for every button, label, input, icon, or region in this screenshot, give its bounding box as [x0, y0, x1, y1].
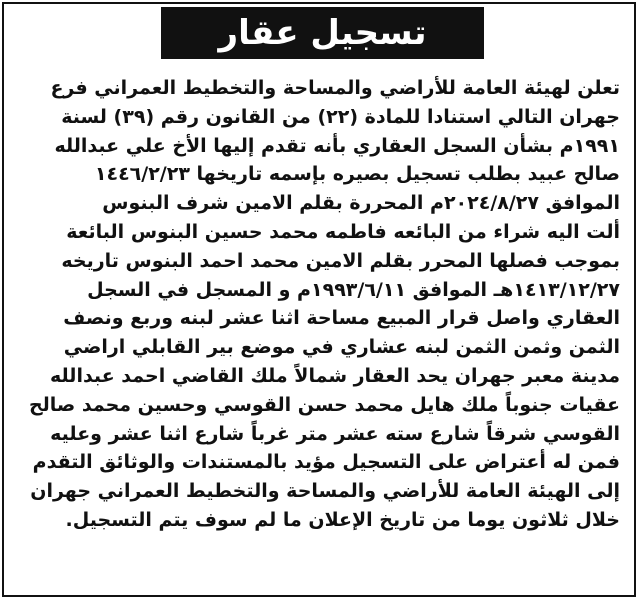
body-line: ١٤١٣/١٢/٢٧هـ الموافق ١٩٩٣/٦/١١م و المسجل في السجل [87, 278, 620, 301]
body-line: عقيات جنوباً ملك هايل محمد حسن القوسي وحسين محمد صالح [28, 393, 620, 416]
body-line: الموافق ٢٠٢٤/٨/٢٧م المحررة بقلم الامين شرف البنوس [102, 192, 620, 215]
title-banner [161, 7, 484, 59]
body-line: العقاري واصل قرار المبيع مساحة اثنا عشر لبنه وربع ونصف [63, 307, 620, 330]
body-line: الثمن وثمن الثمن لبنه عشاري في موضع بير القابلي اراضي [63, 336, 620, 359]
body-line: خلال ثلاثون يوما من تاريخ الإعلان ما لم سوف يتم التسجيل. [65, 508, 620, 531]
notice-body [18, 74, 620, 535]
body-line: إلى الهيئة العامة للأراضي والمساحة والتخطيط العمراني جهران [30, 480, 620, 503]
body-line: القوسي شرقاً شارع سته عشر متر غرباً شارع اثنا عشر وعليه [50, 422, 620, 445]
body-line: جهران التالي استنادا للمادة (٢٢) من القانون رقم (٣٩) لسنة [61, 105, 620, 128]
body-line: فمن له أعتراض على التسجيل مؤيد بالمستندات والوثائق التقدم [32, 451, 620, 474]
notice-frame [2, 2, 636, 597]
notice-header [4, 4, 634, 60]
body-line: مدينة معبر جهران يحد العقار شمالاً ملك القاضي احمد عبدالله [50, 364, 620, 387]
body-line: ألت اليه شراء من البائعه فاطمه محمد حسين البنوس البائعة [66, 220, 620, 243]
body-line: بموجب فصلها المحرر بقلم الامين محمد احمد البنوس تاريخه [61, 249, 620, 272]
body-line: صالح عبيد بطلب تسجيل بصيره بإسمه تاريخها ١٤٤٦/٢/٢٣ [94, 163, 620, 186]
body-line: ١٩٩١م بشأن السجل العقاري بأنه تقدم إليها الأخ علي عبدالله [54, 134, 620, 157]
body-line: تعلن لهيئة العامة للأراضي والمساحة والتخطيط العمراني فرع [50, 77, 620, 99]
notice-title: تسجيل عقار [218, 13, 427, 53]
